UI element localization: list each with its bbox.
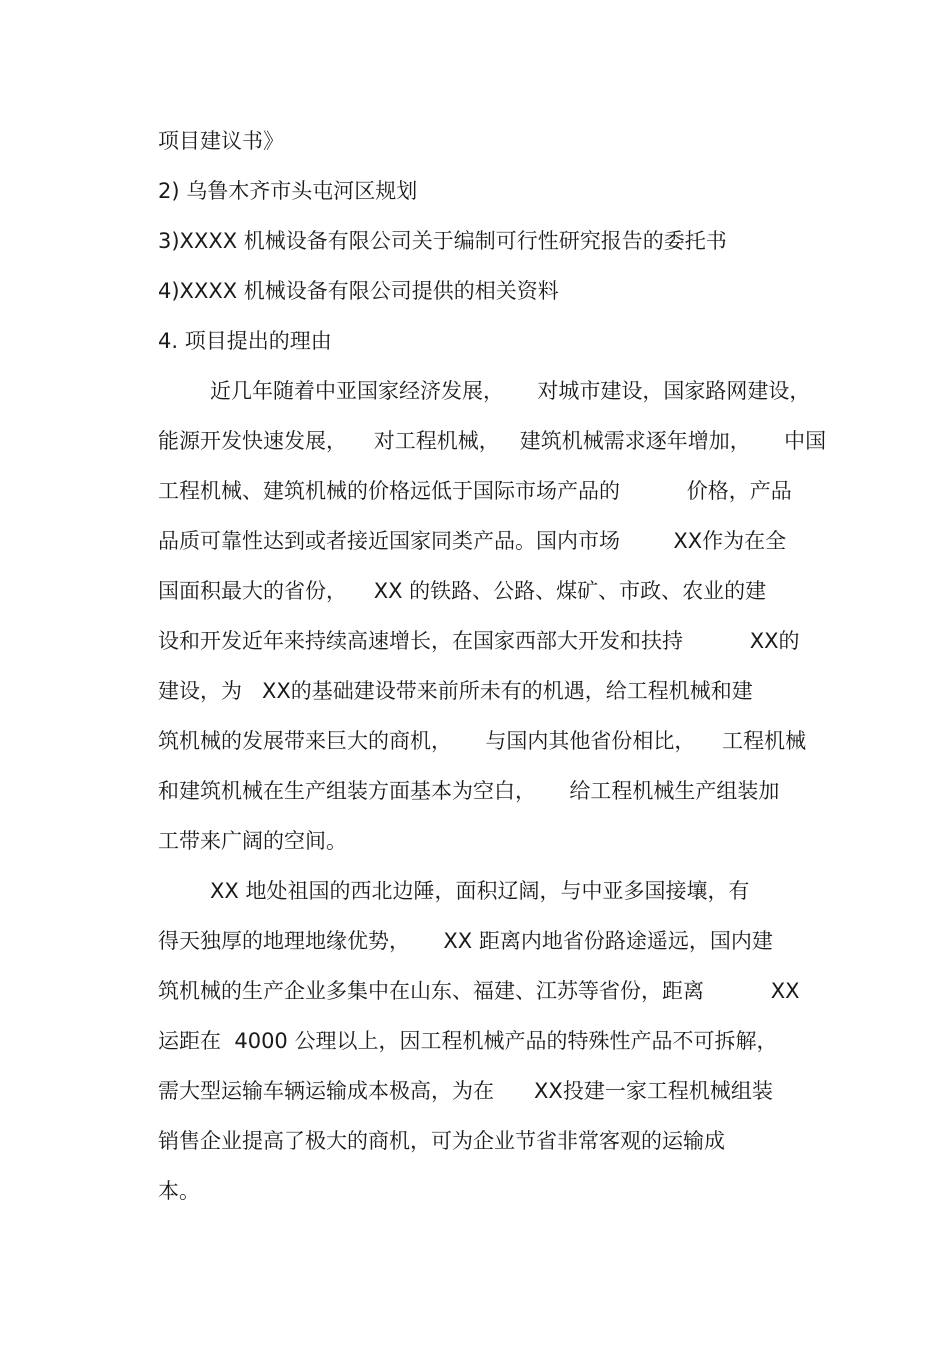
paragraph-2-line-1: XX 地处祖国的西北边陲，面积辽阔，与中亚多国接壤，有	[210, 879, 750, 903]
paragraph-2-line-7: 本。	[158, 1179, 200, 1203]
text-line-2: 2) 乌鲁木齐市头屯河区规划	[158, 179, 418, 203]
paragraph-1-line-5: 国面积最大的省份， XX 的铁路、公路、煤矿、市政、农业的建	[158, 579, 767, 603]
paragraph-2-line-4: 运距在 4000 公理以上，因工程机械产品的特殊性产品不可拆解，	[158, 1029, 778, 1053]
paragraph-1-line-7: 建设，为 XX的基础建设带来前所未有的机遇，给工程机械和建	[158, 679, 753, 703]
paragraph-1-line-1: 近几年随着中亚国家经济发展， 对城市建设，国家路网建设，	[210, 379, 811, 403]
paragraph-1-line-3: 工程机械、建筑机械的价格远低于国际市场产品的 价格，产品	[158, 479, 792, 503]
paragraph-1-line-9: 和建筑机械在生产组装方面基本为空白， 给工程机械生产组装加	[158, 779, 780, 803]
paragraph-1-line-10: 工带来广阔的空间。	[158, 829, 347, 853]
paragraph-1-line-8: 筑机械的发展带来巨大的商机， 与国内其他省份相比， 工程机械	[158, 729, 807, 753]
paragraph-1-line-4: 品质可靠性达到或者接近国家同类产品。国内市场 XX作为在全	[158, 529, 787, 553]
paragraph-1-line-2: 能源开发快速发展， 对工程机械， 建筑机械需求逐年增加， 中国	[158, 429, 827, 453]
section-heading: 4. 项目提出的理由	[158, 329, 332, 353]
paragraph-2-line-5: 需大型运输车辆运输成本极高，为在 XX投建一家工程机械组装	[158, 1079, 773, 1103]
paragraph-2-line-3: 筑机械的生产企业多集中在山东、福建、江苏等省份，距离 XX	[158, 979, 800, 1003]
paragraph-2-line-6: 销售企业提高了极大的商机，可为企业节省非常客观的运输成	[158, 1129, 725, 1153]
text-line-4: 4)XXXX 机械设备有限公司提供的相关资料	[158, 279, 559, 303]
text-line-3: 3)XXXX 机械设备有限公司关于编制可行性研究报告的委托书	[158, 229, 727, 253]
paragraph-2-line-2: 得天独厚的地理地缘优势， XX 距离内地省份路途遥远，国内建	[158, 929, 773, 953]
paragraph-1-line-6: 设和开发近年来持续高速增长，在国家西部大开发和扶持 XX的	[158, 629, 800, 653]
text-line-1: 项目建议书》	[158, 129, 284, 153]
